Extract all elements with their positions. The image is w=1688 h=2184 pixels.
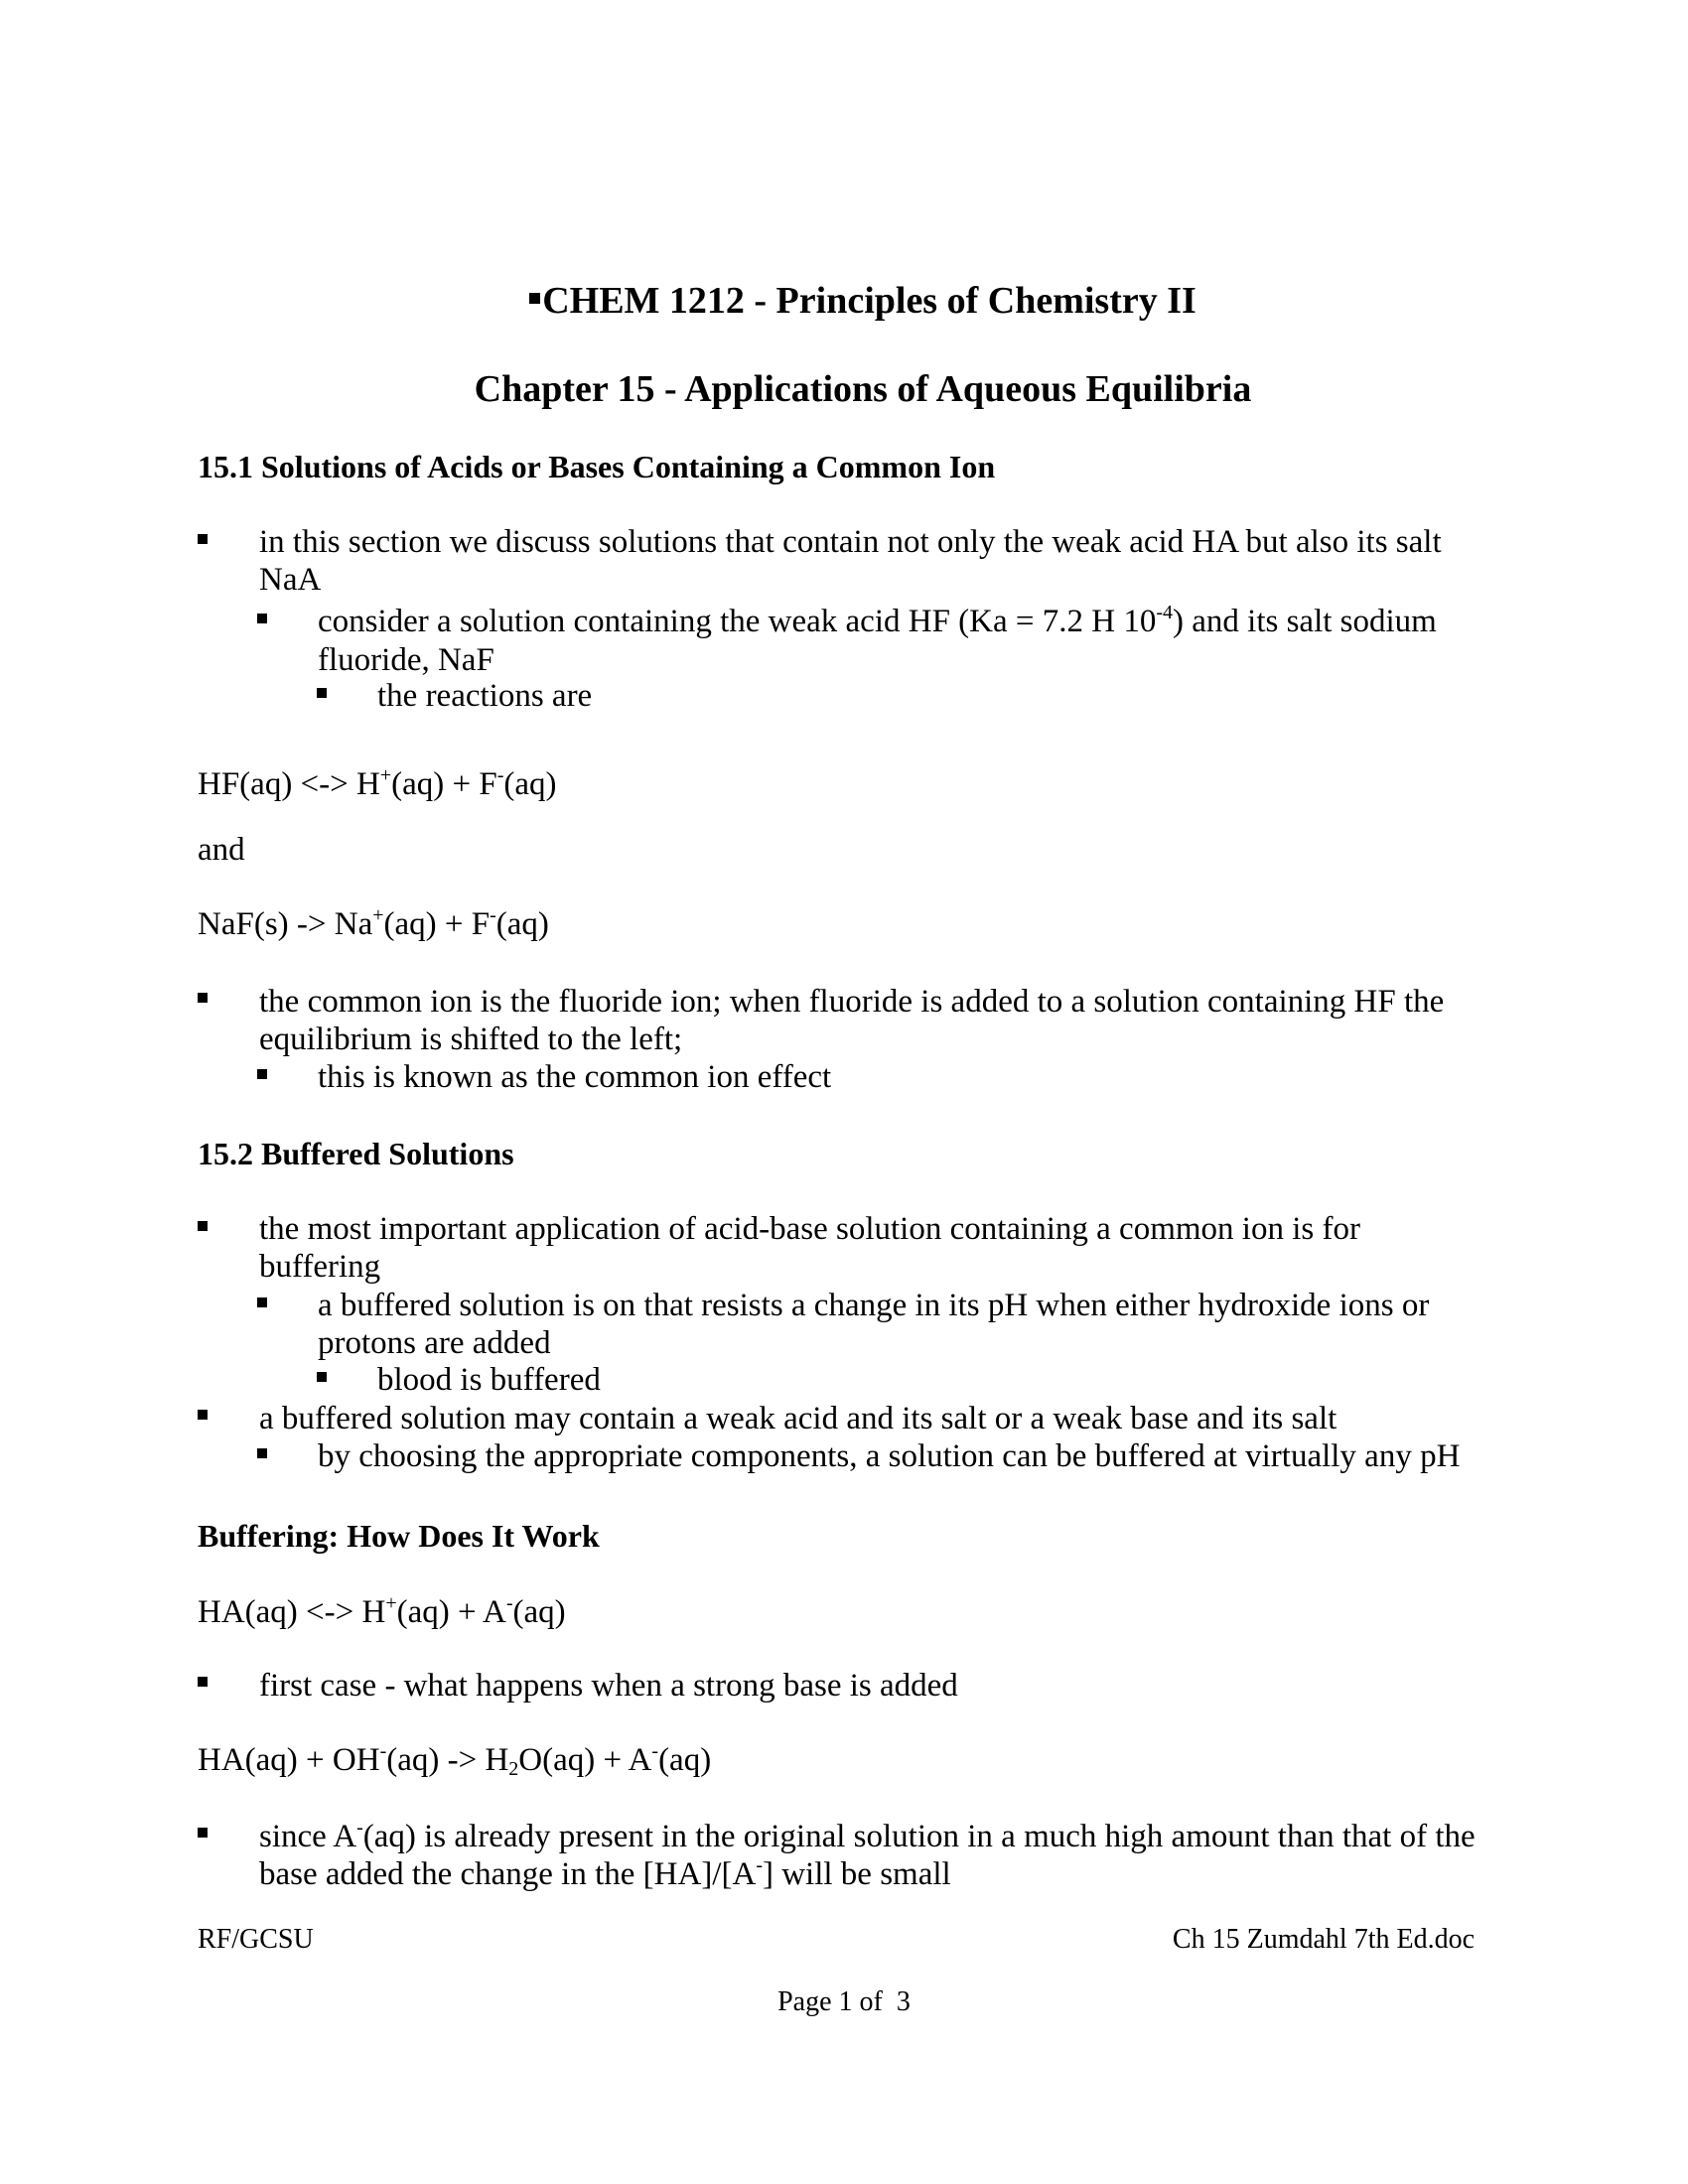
section-heading-buffering: Buffering: How Does It Work — [198, 1518, 600, 1554]
sub-sub-bullet-text: the reactions are — [377, 678, 593, 714]
equation-hf-dissociation — [198, 764, 557, 802]
footer-left: RF/GCSU — [198, 1924, 314, 1955]
bullet-text: the most important application of acid-base solution containing a common ion is for — [259, 1211, 1360, 1247]
bullet-text: the common ion is the fluoride ion; when fluoride is added to a solution containing HF the — [259, 984, 1445, 1020]
text-segment: (aq) + A — [396, 1594, 506, 1630]
equation-ha-dissociation — [198, 1592, 566, 1630]
page-number: Page 1 of 3 — [777, 1986, 911, 2017]
bullet-text: first case - what happens when a strong base is added — [259, 1668, 958, 1704]
sub-bullet-text-continued: protons are added — [318, 1325, 551, 1361]
bullet-text-continued: NaA — [259, 562, 322, 598]
chapter-title — [0, 333, 1688, 446]
bullet-icon — [257, 1297, 267, 1307]
superscript: - — [505, 1592, 513, 1614]
bullet-text-continued — [259, 1854, 951, 1892]
superscript: - — [379, 1740, 387, 1762]
superscript: + — [379, 764, 392, 786]
sub-sub-bullet-text: blood is buffered — [377, 1362, 601, 1398]
bullet-icon — [317, 688, 327, 698]
section-heading-15-1: 15.1 Solutions of Acids or Bases Containing a Common Ion — [198, 449, 996, 484]
superscript: - — [356, 1817, 363, 1839]
subscript: 2 — [508, 1758, 519, 1780]
bullet-icon — [198, 993, 208, 1003]
bullet-text-continued: equilibrium is shifted to the left; — [259, 1022, 683, 1057]
bullet-icon — [257, 614, 267, 623]
text-segment: (aq) — [658, 1742, 712, 1778]
text-segment: HF(aq) <-> H — [198, 766, 380, 802]
title-bullet-icon — [529, 293, 540, 304]
text-segment: (aq) + F — [391, 766, 497, 802]
text-segment: (aq) — [495, 906, 549, 942]
bullet-icon — [198, 1828, 208, 1838]
text-segment: since A — [259, 1819, 357, 1854]
superscript: - — [490, 904, 496, 926]
sub-bullet-text: this is known as the common ion effect — [318, 1059, 832, 1095]
sub-bullet-text — [318, 602, 1437, 639]
sub-bullet-text-continued: fluoride, NaF — [318, 642, 494, 678]
bullet-text: a buffered solution may contain a weak acid and its salt or a weak base and its salt — [259, 1401, 1337, 1436]
bullet-icon — [198, 1677, 208, 1687]
sub-bullet-text: a buffered solution is on that resists a change in its pH when either hydroxide ions or — [318, 1288, 1430, 1323]
connector-text: and — [198, 832, 245, 868]
text-segment: (aq) — [512, 1594, 566, 1630]
superscript: + — [385, 1592, 397, 1614]
bullet-text — [259, 1817, 1476, 1854]
text-segment: consider a solution containing the weak acid HF (Ka = 7.2 H 10 — [318, 604, 1157, 639]
text-segment: HA(aq) <-> H — [198, 1594, 386, 1630]
section-heading-15-2: 15.2 Buffered Solutions — [198, 1136, 514, 1171]
bullet-icon — [257, 1448, 267, 1458]
bullet-icon — [317, 1372, 327, 1382]
text-segment: HA(aq) + OH — [198, 1742, 380, 1778]
superscript: - — [651, 1740, 659, 1762]
text-segment: (aq) is already present in the original solution in a much high amount than that of the — [362, 1819, 1476, 1854]
bullet-text-continued: buffering — [259, 1249, 381, 1285]
title-line-1: CHEM 1212 - Principles of Chemistry II — [542, 280, 1196, 322]
text-segment: O(aq) + A — [518, 1742, 652, 1778]
sub-bullet-text: by choosing the appropriate components, a solution can be buffered at virtually any pH — [318, 1438, 1461, 1474]
title-line-2: Chapter 15 - Applications of Aqueous Equilibria — [474, 368, 1252, 410]
superscript: - — [756, 1854, 763, 1876]
equation-strong-base — [198, 1740, 712, 1780]
text-segment: NaF(s) -> Na — [198, 906, 373, 942]
text-segment: base added the change in the [HA]/[A — [259, 1856, 757, 1892]
footer-right: Ch 15 Zumdahl 7th Ed.doc — [1172, 1924, 1475, 1955]
text-segment: (aq) + F — [383, 906, 491, 942]
bullet-icon — [257, 1069, 267, 1079]
bullet-icon — [198, 1410, 208, 1420]
equation-naf-dissociation — [198, 904, 549, 942]
superscript: - — [496, 764, 504, 786]
bullet-icon — [198, 1221, 208, 1231]
text-segment: ) and its salt sodium — [1173, 604, 1437, 639]
text-segment: (aq) — [503, 766, 557, 802]
bullet-icon — [198, 534, 208, 544]
text-segment: (aq) -> H — [386, 1742, 509, 1778]
bullet-text: in this section we discuss solutions that contain not only the weak acid HA but also its salt — [259, 524, 1442, 560]
superscript: -4 — [1156, 602, 1174, 623]
superscript: + — [372, 904, 384, 926]
text-segment: ] will be small — [762, 1856, 951, 1892]
